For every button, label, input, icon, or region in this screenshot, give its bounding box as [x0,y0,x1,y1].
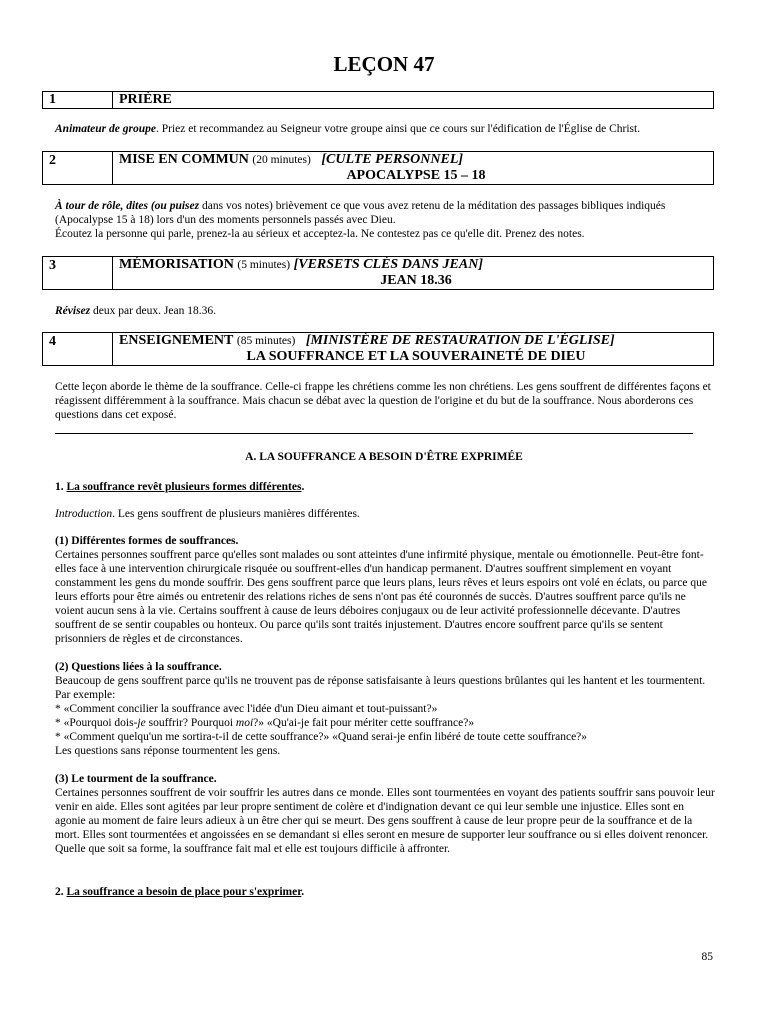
section-2-heading [113,152,713,184]
lesson-intro-text: Cette leçon aborde le thème de la souffrance. Celle-ci frappe les chrétiens comme les non chrétiens. Les gens souffrent de différentes façons et réagissent différemment à la souffrance. Mais chacun se débat avec la question de l'origine et du but de la souffrance. Nous aborderons ces questions dans cet exposé. [55,381,711,421]
question-2-part-d: moi [235,717,254,729]
listening-instruction: Écoutez la personne qui parle, prenez-la au sérieux et acceptez-la. Ne contestez pas ce qu'elle dit. Prenez des notes. [55,228,585,240]
section-4-subtitle: LA SOUFFRANCE ET LA SOUVERAINETÉ DE DIEU [246,349,586,364]
introduction-paragraph [55,507,715,521]
section-4-tag: [MINISTÈRE DE RESTAURATION DE L'ÉGLISE] [305,333,615,348]
section-2-box [42,151,714,185]
question-2-part-e: ?» «Qu'ai-je fait pour mériter cette souffrance?» [253,717,475,729]
question-3: * «Comment quelqu'un me sortira-t-il de cette souffrance?» «Quand serai-je enfin libéré de toute cette souffrance?» [55,731,588,743]
take-turns-label: À tour de rôle, dites [55,200,148,212]
section-4-number: 4 [43,333,113,365]
sharing-instruction: dans vos notes) brièvement ce que vous avez retenu de la méditation des passages bibliques indiqués (Apocalypse 15 à 18) lors d'un des moments personnels passés avec Dieu. [55,200,666,226]
section-3-number: 3 [43,257,113,289]
lesson-title: LEÇON 47 [333,52,435,76]
review-instruction: deux par deux. Jean 18.36. [90,305,216,317]
section-2-number: 2 [43,152,113,184]
question-2-part-c: souffrir? Pourquoi [145,717,236,729]
section-3-heading [113,257,713,289]
section-1-heading [113,92,713,108]
heading-2 [55,885,715,899]
introduction-text: . Les gens souffrent de plusieurs manières différentes. [112,508,360,520]
heading-1 [55,480,715,494]
subsection-1-heading: (1) Différentes formes de souffrances. [55,535,239,547]
review-label: Révisez [55,305,91,317]
question-1: * «Comment concilier la souffrance avec l'idée d'un Dieu aimant et tout-puissant?» [55,703,438,715]
question-2-part-b: je [137,717,146,729]
section-3-duration: (5 minutes) [237,259,291,271]
group-leader-label: Animateur de groupe [55,123,156,135]
section-3-tag: [VERSETS CLÉS DANS JEAN] [293,257,484,272]
subsection-1-text: Certaines personnes souffrent parce qu'elles sont malades ou sont atteintes d'une infirmité physique, mentale ou émotionnelle. Peut-être font-elles face à une intervention chirurgicale risquée ou souffrent-elles d'un handicap permanent. D'autres souffrent simplement en voyant constamment les gens du monde souffrir. Des gens souffrent parce que leurs plans, leurs rêves et leurs espoirs ont volé en éclats, ou parce que leurs efforts pour être aimés ou entretenir des relations riches de sens n'ont pas été couronnés de succès. D'autres souffrent parce qu'ils ne voient aucun sens à la vie. Certains souffrent à cause de leurs déboires conjugaux ou de leur activité professionnelle décevante. D'autres souffrent de se sentir coupables ou honteux. Ou parce qu'ils sont traités injustement. D'autres encore souffrent parce qu'ils se sentent prisonniers de règles et de circonstances. [55,549,708,645]
or-draw-label: (ou puisez [150,200,200,212]
introduction-label: Introduction [55,508,113,520]
subsection-2-end: Les questions sans réponse tourmentent les gens. [55,745,281,757]
section-2-subtitle: APOCALYPSE 15 – 18 [346,168,486,183]
section-3-box [42,256,714,290]
heading-1-text: La souffrance revêt plusieurs formes différentes [66,481,302,493]
section-3-subtitle: JEAN 18.36 [380,273,452,288]
section-4-heading [113,333,713,365]
section-3-text [55,304,715,318]
page-number: 85 [701,951,713,963]
heading-2-text: La souffrance a besoin de place pour s'exprimer [66,886,302,898]
question-2-part-a: * «Pourquoi dois- [55,717,138,729]
subsection-2-text: Beaucoup de gens souffrent parce qu'ils ne trouvent pas de réponse satisfaisante à leurs questions brûlantes qui les hantent et les tourmentent. Par exemple: [55,675,706,701]
heading-1-number: 1. [55,481,67,493]
heading-2-end: . [301,886,305,898]
section-4-title: ENSEIGNEMENT [119,333,234,348]
subsection-2 [55,660,715,758]
section-4-duration: (85 minutes) [236,335,296,347]
question-2 [55,716,715,730]
section-2-tag: [CULTE PERSONNEL] [321,152,464,167]
heading-2-number: 2. [55,886,67,898]
prayer-instruction: . Priez et recommandez au Seigneur votre groupe ainsi que ce cours sur l'édification de l'Église de Christ. [155,123,641,135]
section-1-box [42,91,714,109]
divider-line [55,433,693,434]
section-2-duration: (20 minutes) [252,154,311,166]
part-a-heading: A. LA SOUFFRANCE A BESOIN D'ÊTRE EXPRIMÉE [245,451,523,463]
subsection-3-heading: (3) Le tourment de la souffrance. [55,773,217,785]
section-1-number: 1 [43,92,113,108]
section-1-text [55,122,715,136]
subsection-1 [55,534,715,646]
section-4-box [42,332,714,366]
subsection-3-text: Certaines personnes souffrent de voir souffrir les autres dans ce monde. Elles sont tourmentées en voyant des patients souffrir sans pouvoir leur venir en aide. Elles sont agitées par leur propre sentiment de colère et d'indignation devant ce qui leur semble une injustice. Elles sont en agonie au moment de faire leurs adieux à un être cher qui se meurt. Des gens souffrent à cause de leur propre peur de la souffrance et de la mort. Elles sont tourmentées et angoissées en se demandant si elles seront en mesure de supporter leur souffrance ou si elles doivent renoncer. Quelle que soit sa forme, la souffrance fait mal et elle est toujours difficile à affronter. [55,787,715,855]
subsection-3 [55,772,715,856]
section-2-title: MISE EN COMMUN [119,152,249,167]
section-3-title: MÉMORISATION [119,257,234,272]
section-1-title: PRIÈRE [119,92,172,107]
intro-paragraph [55,380,715,422]
section-2-text [55,199,715,241]
heading-1-end: . [301,481,305,493]
subsection-2-heading: (2) Questions liées à la souffrance. [55,661,222,673]
